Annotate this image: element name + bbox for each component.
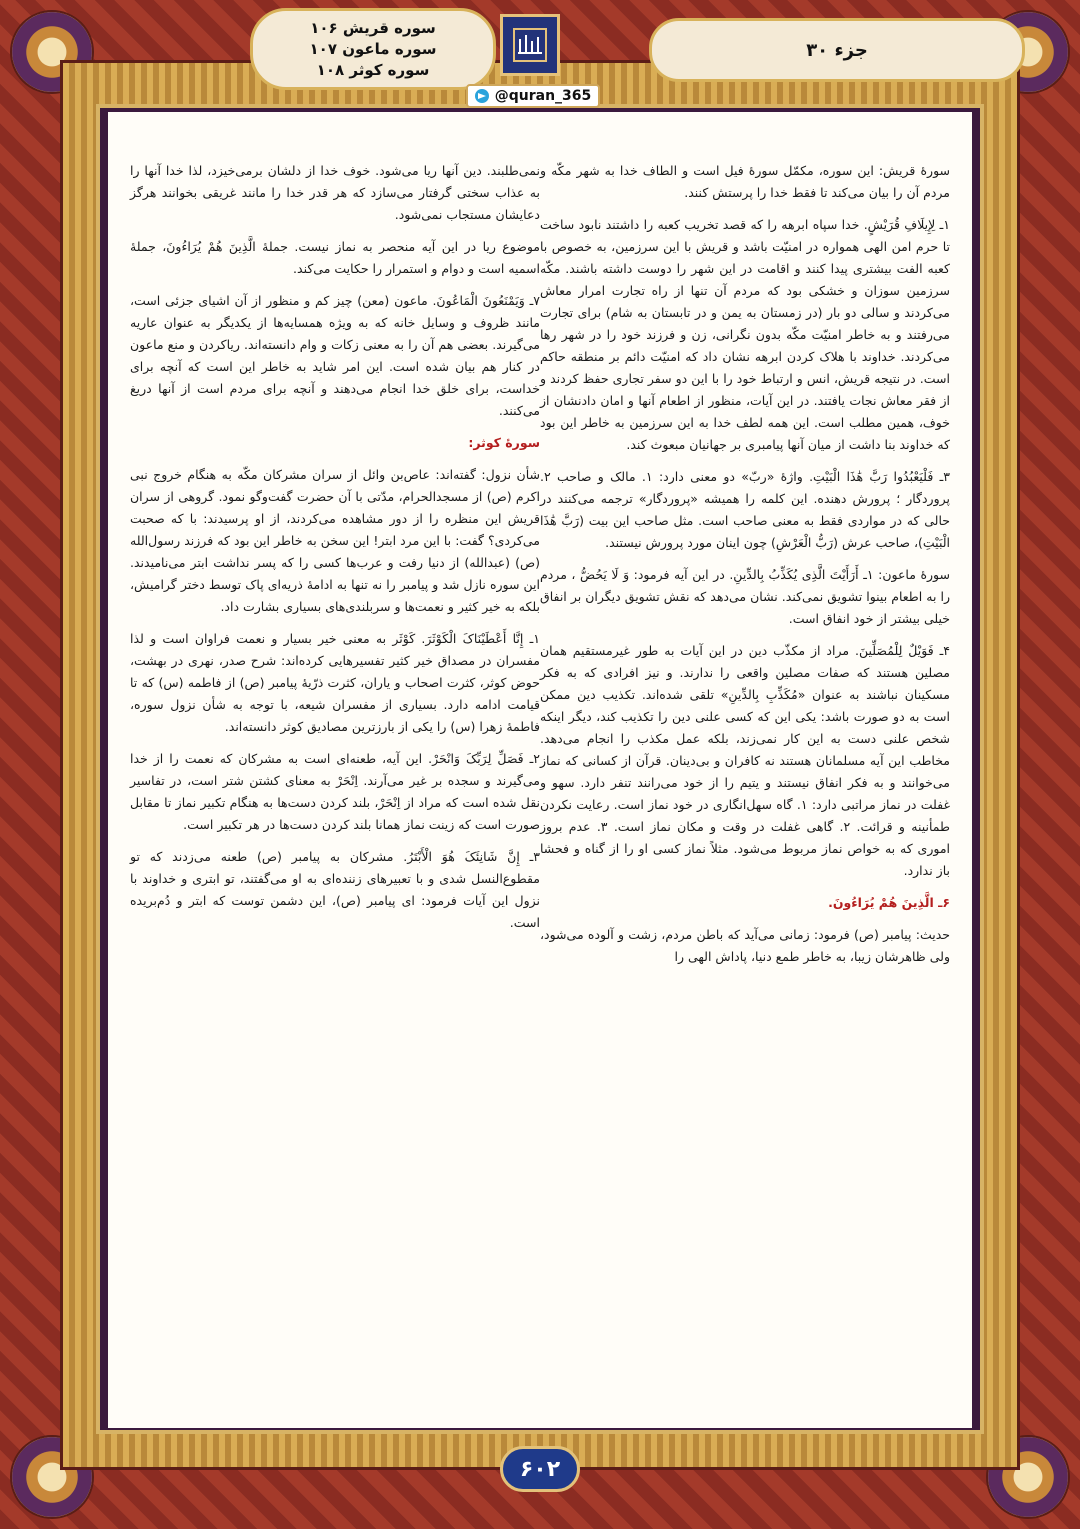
paragraph: ۳ـ إِنَّ شَانِئَکَ هُوَ الْأَبْتَرُ. مشرکان به پیامبر (ص) طعنه می‌زدند که تو مقطوع‌النسل شدی و با تعبیرهای زننده‌ای به او می‌گفتند، تو ابتری و خداوند با نزول این آیات فرمود: ای پیامبر (ص)، این دشمن توست که ابتر و دُم‌بریده است. [130,849,540,930]
paragraph: ۱ـ لِإِیلَافِ قُرَیْشٍ. خدا سپاه ابرهه را که قصد تخریب کعبه را داشتند نابود ساخت تا حرم امن الهی همواره در امنیّت باشد و قریش با این سرزمین، به خصوص با کعبه الفت بیشتری پیدا کنند و اقامت در این شهر را دوست داشته باشند. مکّه سرزمین سوزان و خشکی بود که مردم آن تنها از راه تجارت امرار معاش می‌کردند و سالی دو بار (در زمستان به یمن و در تابستان به شام) برای تجارت می‌رفتند و به خاطر امنیّت مکّه بدون نگرانی، زن و فرزند خود را در شهر رها می‌کردند. خداوند با هلاک کردن ابرهه نشان داد که امنیّت دائم بر منطقه حاکم است. در نتیجه قریش، انس و ارتباط خود را با این دو سفر تجاری حفظ کردند و از فقر معاش نجات یافتند. در این آیات، منظور از اطعام آنها و امان دادنشان از خوف، همین مطلب است. این همه لطف خدا به این سرزمین به خاطر این بود که خداوند بنا داشت از میان آنها پیامبری بر جهانیان مبعوث کند. [540,217,950,452]
verse-heading: ۶ـ الَّذِینَ هُمْ یُرَاءُونَ. [828,895,950,910]
telegram-handle[interactable] [466,84,600,108]
surah-title-maun: سوره ماعون ۱۰۷ [309,39,437,58]
paragraph: سورهٔ ماعون: ۱ـ أَرَأَیْتَ الَّذِی یُکَذِّبُ بِالدِّینِ. در این آیه فرمود: وَ لَا یَحُضُّ ، مردم را به اطعام بینوا تشویق نمی‌کند. نشان می‌دهد که نقش تشویق دیگران بر انفاق خیلی بیشتر از خود انفاق است. [540,567,950,626]
left-column [130,160,540,944]
surah-heading: سورهٔ کوثر: [468,435,540,450]
surah-titles [250,8,496,90]
paragraph: شأن نزول: گفته‌اند: عاص‌بن وائل از سران مشرکان مکّه به هنگام خروج نبی اکرم (ص) از مسجدالحرام، مدّتی با آن حضرت گفت‌وگو نمود. گروهی از سران قریش این منظره را از دور مشاهده می‌کردند، از او پرسیدند: با که صحبت می‌کردی؟ گفت: با این مرد ابتر! این سخن به خاطر این بود که فرزند رسول‌الله (ص) (عبدالله) از دنیا رفت و عرب‌ها کسی را که پسر نداشت ابتر می‌نامیدند. این سوره نازل شد و پیامبر را نه تنها به ادامهٔ ذریه‌ای پاک توسط دختر گرامیش، بلکه به خیر کثیر و نعمت‌ها و سربلندی‌های بسیاری بشارت داد. [130,467,540,614]
page-number-text: ۶۰۲ [519,1456,561,1482]
content-area [108,112,972,1428]
paragraph: ۷ـ وَیَمْنَعُونَ الْمَاعُونَ. ماعون (معن) چیز کم و منظور از آن اشیای جزئی است، مانند ظروف و وسایل خانه که به ویژه همسایه‌ها از یکدیگر به عنوان عاریه می‌گیرند. بعضی هم آن را به معنی زکات و وام دانسته‌اند. ریاکردن و منع ماعون در کنار هم بیان شده است. این امر شاید به خاطر این است که آنچه برای خداست، برای خلق خدا انجام می‌دهند و آنچه برای مردم است از آنها دریغ می‌کنند. [130,293,540,418]
logo-icon [500,14,560,76]
juz-text: جزء ۳۰ [806,39,868,61]
right-column [540,160,950,978]
telegram-icon [475,89,489,103]
paragraph: ۲ـ فَصَلِّ لِرَبِّکَ وَانْحَرْ. این آیه، طعنه‌ای است به مشرکان که نعمت را از خدا می‌گیرند و سجده بر غیر می‌آرند. اِنْحَرْ به معنای کشتن شتر است، در تفاسیر نقل شده است که مراد از اِنْحَرْ، بلند کردن دست‌ها به هنگام تکبیر نماز تا مقابل صورت است که زینت نماز همانا بلند کردن دست‌ها در هر تکبیر است. [130,751,540,832]
paragraph: ۳ـ فَلْیَعْبُدُوا رَبَّ هَٰذَا الْبَیْتِ. واژهٔ «ربّ» دو معنی دارد: ۱. مالک و صاحب ۲. پروردگار ؛ پرورش دهنده. این کلمه را همیشه «پروردگار» ترجمه می‌کنند در حالی که در مواردی فقط به معنی صاحب است. مثل صاحب این بیت (رَبَّ هَٰذَا الْبَیْتِ)، صاحب عرش (رَبُّ الْعَرْشِ) چون اینان مورد پرورش نیستند. [540,469,950,550]
paragraph: ۱ـ إِنَّا أَعْطَیْنَاکَ الْکَوْثَرَ. کَوْثَر به معنی خیر بسیار و نعمت فراوان است و لذا مفسران در مصداق خیر کثیر تفسیرهایی کرده‌اند: شرح صدر، نهری در بهشت، حوض کوثر، کثرت اصحاب و یاران، کثرت ذرّیهٔ پیامبر (ص) از فاطمه (س) که تا قیامت ادامه دارد. بسیاری از مفسران شیعه، با توجه به شأن نزول سوره، فاطمهٔ زهرا (س) را یکی از بارزترین مصادیق کوثر دانسته‌اند. [130,631,540,734]
surah-title-quraysh: سوره قریش ۱۰۶ [310,18,436,37]
paragraph: نمی‌طلبند. دین آنها ریا می‌شود. خوف خدا از دلشان برمی‌خیزد، لذا خدا آنها را به عذاب سختی گرفتار می‌سازد که هر قدر خدا را مانند غریقی بخوانند هرگز دعایشان مستجاب نمی‌شود. [130,163,540,222]
handle-text: @quran_365 [494,88,592,104]
paragraph: حدیث: پیامبر (ص) فرمود: زمانی می‌آید که باطن مردم، زشت و آلوده می‌شود، ولی ظاهرشان زیبا، به خاطر طمع دنیا، پاداش الهی را [540,927,950,964]
juz-label [649,18,1025,82]
paragraph: موضوع ریا در این آیه منحصر به نماز نیست. جملهٔ الَّذِینَ هُمْ یُرَاءُونَ، جملهٔ اسمیه است و دوام و استمرار را حکایت می‌کند. [130,239,540,276]
paragraph: سورهٔ قریش: این سوره، مکمّل سورهٔ فیل است و الطاف خدا به شهر مکّه و مردم آن را بیان می‌کند تا فقط خدا را پرستش کنند. [540,163,950,200]
calligraphy-logo-icon [510,25,550,65]
paragraph: ۴ـ فَوَیْلٌ لِلْمُصَلِّینَ. مراد از مکذّب دین در این آیات به طور غیرمستقیم همان مصلین هستند که صفات مصلین واقعی را ندارند. و نیز افرادی که به فکر مسکینان نباشند به عنوان «مُکَذِّبِ بِالدِّینِ» تلقی شده‌اند. تکذیب دین ممکن است به دو صورت باشد: یکی این که کسی علنی دین را تکذیب کند، دیگر اینکه شخص علنی دست به این کار نمی‌زند، بلکه عمل مکذب را انجام می‌دهد. مخاطب این آیه مسلمانان هستند نه کافران و بی‌دینان. قرآن از کسانی که نماز می‌خوانند و به فکر انفاق نیستند و یتیم را از خود می‌رانند تنفر دارد. سهو و غفلت در نماز مراتبی دارد: ۱. گاه سهل‌انگاری در خود نماز است. رعایت نکردن طمأنینه و قرائت. ۲. گاهی غفلت در وقت و مکان نماز است. ۳. عدم بروز اموری که به خواص نماز مربوط می‌شود. مثلاً نماز کسی او را از گناه و فحشا باز ندارد. [540,643,950,878]
surah-title-kawthar: سوره کوثر ۱۰۸ [316,60,430,79]
page-number [500,1446,580,1492]
